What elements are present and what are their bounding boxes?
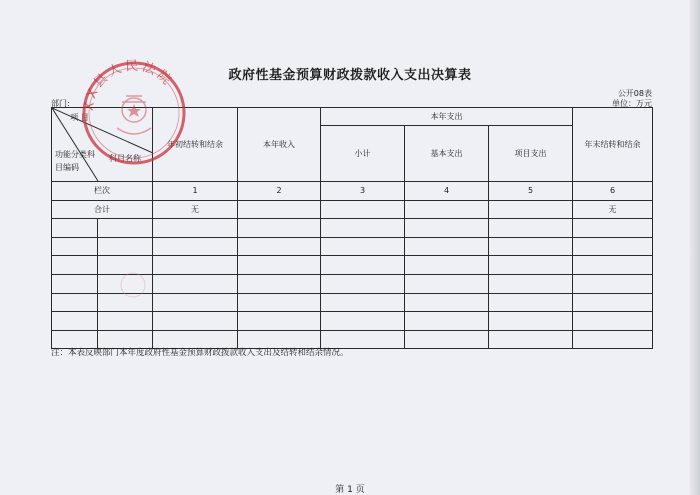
empty-cell	[489, 274, 573, 293]
empty-cell	[489, 237, 573, 256]
empty-cell	[52, 219, 98, 238]
project-expenditure-header: 项目支出	[489, 126, 573, 182]
empty-cell	[573, 219, 653, 238]
empty-cell	[98, 274, 153, 293]
empty-cell	[321, 237, 405, 256]
empty-cell	[238, 256, 321, 275]
empty-cell	[52, 256, 98, 275]
empty-cell	[321, 256, 405, 275]
column-number-row	[52, 182, 653, 201]
empty-cell	[573, 330, 653, 349]
empty-cell	[98, 312, 153, 331]
empty-cell	[153, 219, 238, 238]
empty-cell	[238, 237, 321, 256]
department-label: 部门:	[51, 99, 70, 108]
subject-name-header: 科目名称	[109, 154, 141, 163]
ending-balance-header: 年末结转和结余	[573, 108, 653, 182]
empty-cell	[321, 274, 405, 293]
beginning-balance-header: 年初结转和结余	[153, 108, 238, 182]
empty-cell	[405, 219, 489, 238]
header-row-1	[52, 108, 653, 126]
column-number-3: 3	[321, 182, 405, 201]
empty-cell	[489, 256, 573, 275]
empty-cell	[405, 312, 489, 331]
table-row	[52, 312, 653, 331]
column-number-2: 2	[238, 182, 321, 201]
item-header-label: 项 目	[70, 113, 89, 122]
empty-cell	[321, 219, 405, 238]
empty-cell	[321, 312, 405, 331]
empty-cell	[153, 293, 238, 312]
item-header-cell	[52, 108, 153, 182]
empty-cell	[573, 237, 653, 256]
empty-cell	[405, 274, 489, 293]
total-basic-expenditure	[405, 200, 489, 219]
column-number-1: 1	[153, 182, 238, 201]
footnote: 注：本表反映部门本年度政府性基金预算财政拨款收入支出及结转和结余情况。	[51, 348, 349, 358]
table-row	[52, 256, 653, 275]
empty-cell	[238, 312, 321, 331]
current-expenditure-header: 本年支出	[321, 108, 573, 126]
total-row	[52, 200, 653, 219]
column-number-4: 4	[405, 182, 489, 201]
total-project-expenditure	[489, 200, 573, 219]
empty-cell	[573, 312, 653, 331]
empty-cell	[52, 293, 98, 312]
total-subtotal	[321, 200, 405, 219]
column-number-6: 6	[573, 182, 653, 201]
func-code-header: 功能分类科目编码	[55, 150, 95, 172]
empty-cell	[153, 237, 238, 256]
total-beginning-balance: 无	[153, 200, 238, 219]
empty-cell	[52, 274, 98, 293]
empty-cell	[153, 256, 238, 275]
empty-cell	[321, 293, 405, 312]
budget-table	[51, 107, 653, 349]
empty-cell	[573, 274, 653, 293]
empty-cell	[489, 219, 573, 238]
table-row	[52, 237, 653, 256]
subtotal-header: 小计	[321, 126, 405, 182]
empty-cell	[405, 237, 489, 256]
empty-cell	[573, 293, 653, 312]
total-ending-balance: 无	[573, 200, 653, 219]
page-number: 第 1 页	[335, 485, 365, 495]
column-number-5: 5	[489, 182, 573, 201]
total-label: 合计	[52, 200, 153, 219]
empty-cell	[52, 312, 98, 331]
empty-cell	[98, 237, 153, 256]
current-income-header: 本年收入	[238, 108, 321, 182]
document-title: 政府性基金预算财政拨款收入支出决算表	[228, 68, 472, 83]
empty-cell	[98, 256, 153, 275]
empty-cell	[238, 293, 321, 312]
unit-label: 单位：万元	[612, 99, 652, 108]
empty-cell	[98, 219, 153, 238]
empty-cell	[238, 274, 321, 293]
form-number: 公开08表	[617, 89, 652, 98]
empty-cell	[489, 312, 573, 331]
empty-cell	[489, 330, 573, 349]
empty-cell	[405, 330, 489, 349]
empty-cell	[153, 312, 238, 331]
empty-cell	[573, 256, 653, 275]
empty-cell	[52, 237, 98, 256]
svg-text:XX县人民法院: XX县人民法院	[81, 58, 176, 112]
table-row	[52, 274, 653, 293]
column-number-label: 栏次	[52, 182, 153, 201]
empty-cell	[405, 256, 489, 275]
table-row	[52, 293, 653, 312]
empty-cell	[405, 293, 489, 312]
basic-expenditure-header: 基本支出	[405, 126, 489, 182]
total-current-income	[238, 200, 321, 219]
empty-cell	[98, 293, 153, 312]
empty-cell	[489, 293, 573, 312]
table-row	[52, 219, 653, 238]
empty-cell	[238, 219, 321, 238]
empty-cell	[153, 274, 238, 293]
